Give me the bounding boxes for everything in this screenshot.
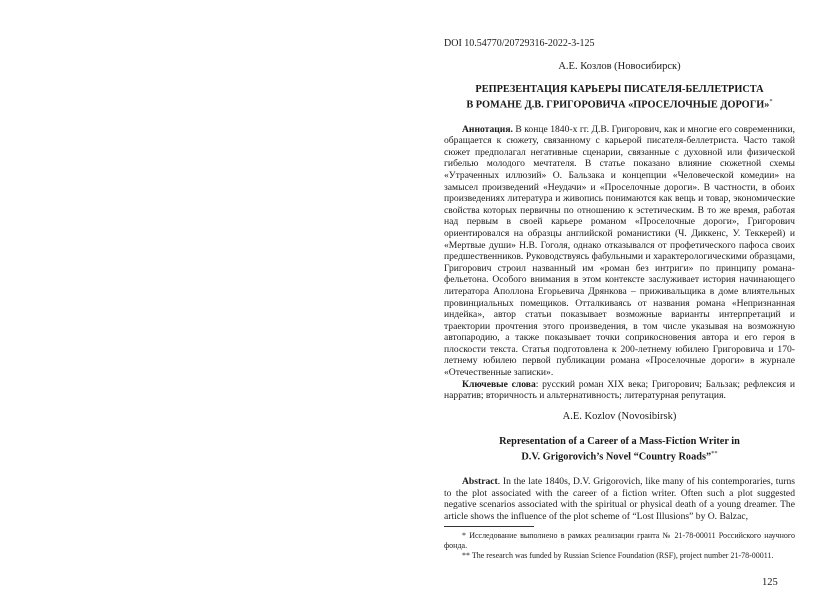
doi-line: DOI 10.54770/20729316-2022-3-125 [444,38,595,49]
keywords-text: : русский роман XIX века; Григорович; Бальзак; рефлексия и нарратив; вторичность и альтернативность; литературная репутация. [444,378,795,402]
title-en-line1: Representation of a Career of a Mass-Fiction Writer in [499,436,740,448]
title-en-line2 [444,448,795,463]
article-page [444,38,795,561]
author-ru: А.Е. Козлов (Новосибирск) [558,60,681,72]
title-en-footnote-mark: ** [711,450,718,458]
annotation-label: Аннотация. [462,123,513,135]
title-ru [444,84,795,111]
title-en [444,436,795,463]
page-number: 125 [762,577,778,588]
footnote-divider [444,526,534,527]
title-ru-footnote-mark: * [769,98,773,106]
keywords-label: Ключевые слова [462,378,536,390]
title-en-line2-text: D.V. Grigorovich’s Novel “Country Roads” [521,451,712,463]
title-ru-line2 [444,96,795,111]
abstract-text: . In the late 1840s, D.V. Grigorovich, like many of his contemporaries, turns to the plot associated with the career of a fiction writer. Often such a plot suggested negative scenarios associated with the spiritual or physical death of a young dreamer. The article shows the influence of the plot scheme of “Lost Illusions” by O. Balzac, [444,475,795,523]
annotation-text: В конце 1840-х гг. Д.В. Григорович, как и многие его современники, обращается к сюжету, связанному с карьерой писателя-беллетриста. Часто такой сюжет предполагал негативные сценарии, связанные с духовной или физической гибелью молодого мечтателя. В статье показано влияние сюжетной схемы «Утраченных иллюзий» О. Бальзака и концепции «Человеческой комедии» на замысел произведений «Неудачи» и «Проселочные дороги». В частности, в обоих произведениях литература и живопись понимаются как вещь и товар, экономические свойства которых первичны по отношению к эстетическим. В то же время, работая над первым в своей карьере романом «Проселочные дороги», Григорович ориентировался на образцы английской романистики (Ч. Диккенс, У. Теккерей) и «Мертвые души» Н.В. Гоголя, однако отказывался от профетического пафоса своих предшественников. Руководствуясь фабульными и характерологическими образцами, Григорович строил названный им «роман без интриги» по принципу романа-фельетона. Особого внимания в этом контексте заслуживает история начинающего литератора Аполлона Егорьевича Дрянкова – приживальщика в доме влиятельных провинциальных помещиков. Отталкиваясь от названия романа «Непризнанная индейка», автор статьи показывает возможные варианты интерпретаций и траектории прочтения этого произведения, в том числе указывая на возможную автопародию, а также показывает точки соприкосновения автора и его героя в плоскости текста. Статья подготовлена к 200-летнему юбилею Григоровича и 170-летнему юбилею первой публикации романа «Проселочные дороги» в журнале «Отечественные записки». [444,123,795,379]
footnote-en: ** The research was funded by Russian Science Foundation (RSF), project number 21-78-00011. [462,551,774,561]
annotation-paragraph [444,124,795,379]
keywords-paragraph [444,379,795,402]
title-ru-line2-text: В РОМАНЕ Д.В. ГРИГОРОВИЧА «ПРОСЕЛОЧНЫЕ ДОРОГИ» [466,99,770,111]
author-en: A.E. Kozlov (Novosibirsk) [562,410,677,422]
abstract-paragraph [444,476,795,523]
title-ru-line1: РЕПРЕЗЕНТАЦИЯ КАРЬЕРЫ ПИСАТЕЛЯ-БЕЛЛЕТРИСТА [475,84,764,96]
footnote-ru: * Исследование выполнено в рамках реализации гранта № 21-78-00011 Российского научного фонда. [444,531,795,551]
abstract-label: Abstract [462,475,498,487]
